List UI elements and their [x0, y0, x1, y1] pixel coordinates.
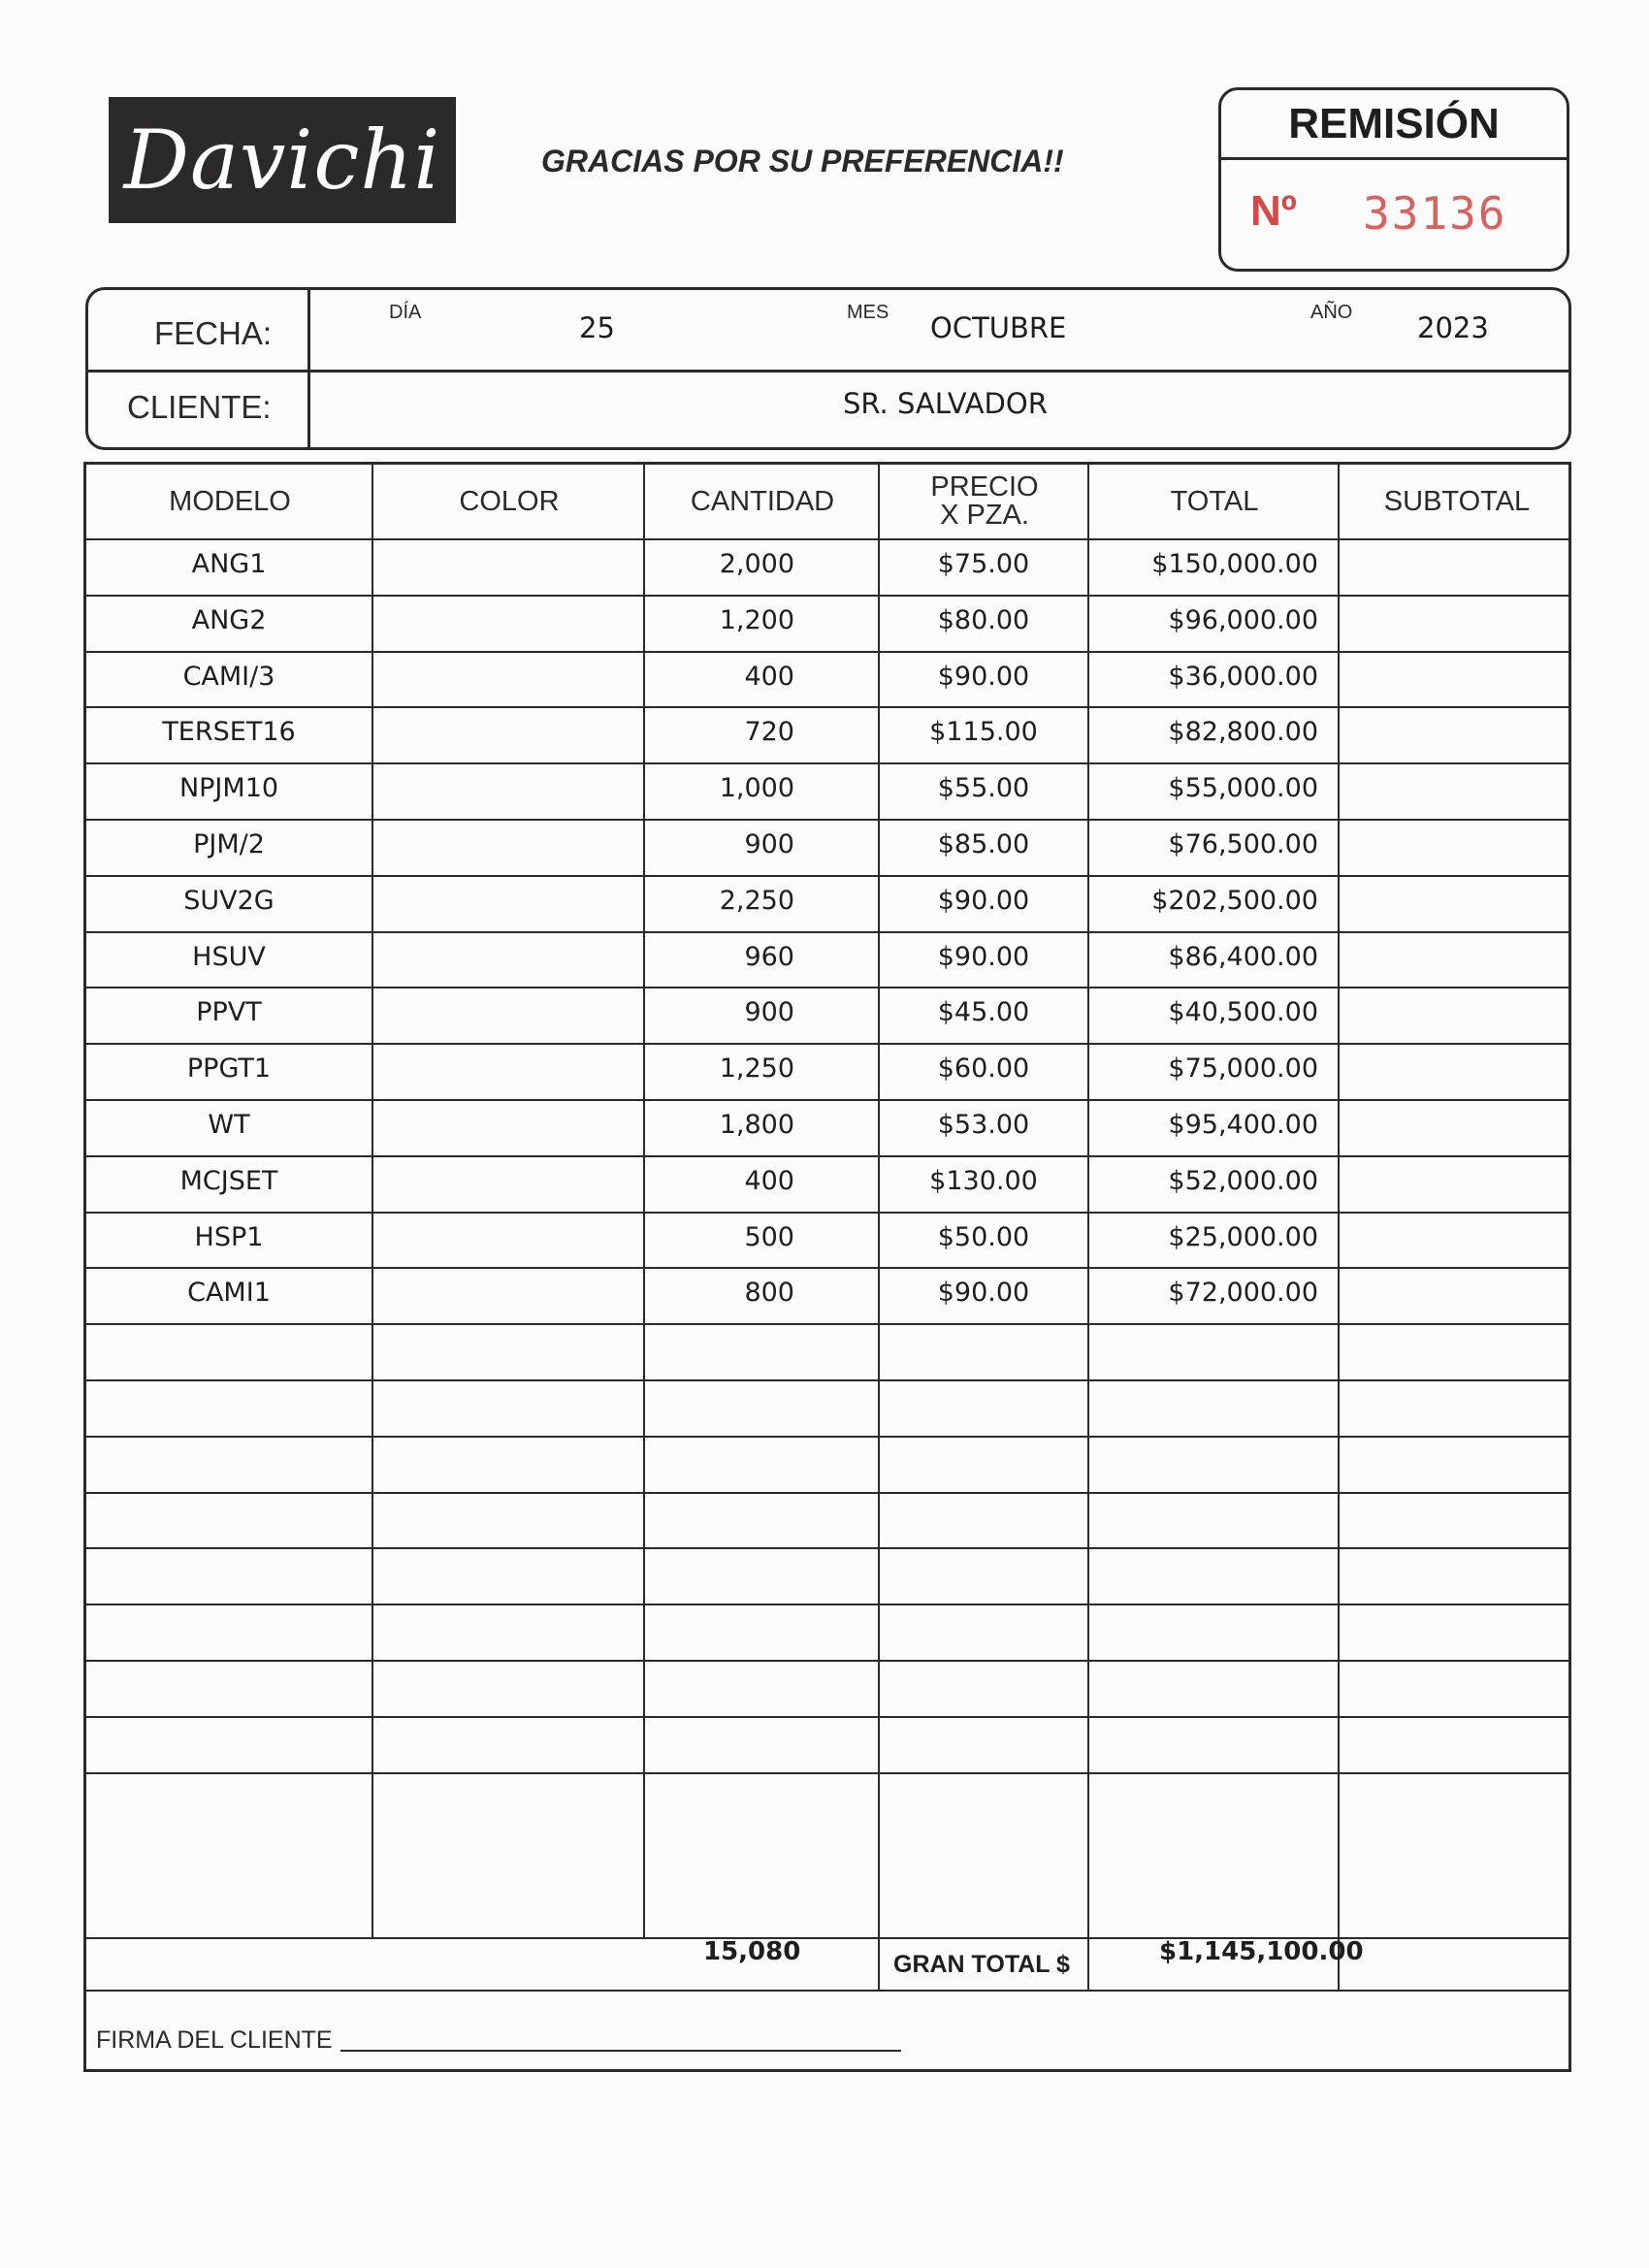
cell-cantidad: 960: [744, 941, 794, 972]
cell-subtotal: [1340, 1097, 1553, 1151]
cell-cantidad: 900: [744, 828, 794, 859]
cell-modelo: WT: [208, 1109, 250, 1140]
cell-modelo: PJM/2: [193, 828, 265, 859]
cantidad-total: 15,080: [703, 1937, 801, 1966]
mes-value: OCTUBRE: [930, 311, 1067, 344]
gran-total-label: GRAN TOTAL $: [893, 1951, 1070, 1978]
cell-cantidad: 1,000: [719, 772, 794, 803]
cell-modelo: ANG2: [191, 604, 267, 635]
header-subtotal: SUBTOTAL: [1383, 485, 1531, 517]
cell-color: [373, 704, 643, 759]
anio-label: AÑO: [1310, 302, 1353, 323]
cell-color: [373, 1265, 643, 1319]
cell-total: $75,000.00: [1168, 1053, 1318, 1084]
slogan: GRACIAS POR SU PREFERENCIA!!: [541, 144, 1064, 178]
cell-subtotal: [1340, 1153, 1553, 1208]
cell-color: [373, 1153, 643, 1208]
header-precio-line2: X PZA.: [940, 500, 1029, 531]
cell-subtotal: [1340, 649, 1553, 703]
cell-total: $52,000.00: [1168, 1165, 1318, 1196]
fecha-label: FECHA:: [154, 315, 273, 351]
cell-precio: $85.00: [937, 828, 1030, 859]
cell-modelo: TERSET16: [162, 716, 296, 747]
cell-subtotal: [1340, 1041, 1553, 1095]
date-client-box: [85, 287, 1571, 450]
cell-precio: $90.00: [937, 661, 1030, 692]
cell-total: $72,000.00: [1168, 1277, 1318, 1308]
cell-cantidad: 400: [744, 661, 794, 692]
brand-logo: [109, 97, 456, 223]
cell-color: [373, 536, 643, 591]
cell-modelo: ANG1: [191, 548, 267, 579]
header-color: COLOR: [459, 485, 560, 517]
cell-color: [373, 1097, 643, 1151]
cell-precio: $130.00: [929, 1165, 1038, 1196]
cell-color: [373, 649, 643, 703]
cell-cantidad: 720: [744, 716, 794, 747]
cell-total: $96,000.00: [1168, 604, 1318, 635]
cell-color: [373, 985, 643, 1039]
cell-precio: $90.00: [937, 1277, 1030, 1308]
cell-cantidad: 900: [744, 996, 794, 1027]
cell-precio: $115.00: [929, 716, 1038, 747]
cell-total: $55,000.00: [1168, 772, 1318, 803]
cell-cantidad: 800: [744, 1277, 794, 1308]
dia-label: DÍA: [389, 302, 422, 323]
header-modelo: MODELO: [169, 485, 291, 517]
cell-cantidad: 2,250: [719, 885, 794, 916]
firma-label: FIRMA DEL CLIENTE: [96, 2026, 333, 2054]
cell-subtotal: [1340, 817, 1553, 871]
cell-subtotal: [1340, 985, 1553, 1039]
remision-title: REMISIÓN: [1221, 90, 1567, 160]
remision-box: [1218, 87, 1569, 272]
signature-line: [340, 2050, 901, 2052]
cell-total: $40,500.00: [1168, 996, 1318, 1027]
cell-subtotal: [1340, 761, 1553, 815]
cell-cantidad: 1,250: [719, 1053, 794, 1084]
anio-value: 2023: [1417, 311, 1489, 344]
cell-cantidad: 500: [744, 1221, 794, 1252]
cell-subtotal: [1340, 704, 1553, 759]
cell-modelo: CAMI1: [187, 1277, 271, 1308]
cell-total: $82,800.00: [1168, 716, 1318, 747]
header-total: TOTAL: [1170, 485, 1259, 517]
cell-color: [373, 761, 643, 815]
cell-precio: $90.00: [937, 885, 1030, 916]
brand-name: Davichi: [123, 113, 441, 208]
header-cantidad: CANTIDAD: [690, 485, 835, 517]
cell-precio: $53.00: [937, 1109, 1030, 1140]
cell-color: [373, 1041, 643, 1095]
cell-precio: $60.00: [937, 1053, 1030, 1084]
cell-subtotal: [1340, 929, 1553, 984]
cliente-label: CLIENTE:: [127, 389, 272, 425]
cell-precio: $80.00: [937, 604, 1030, 635]
cell-modelo: MCJSET: [179, 1165, 278, 1196]
cell-modelo: CAMI/3: [182, 661, 275, 692]
cell-precio: $75.00: [937, 548, 1030, 579]
cell-modelo: PPVT: [196, 996, 262, 1027]
header-precio: [880, 465, 1089, 538]
cell-total: $86,400.00: [1168, 941, 1318, 972]
cell-total: $150,000.00: [1151, 548, 1318, 579]
cell-subtotal: [1340, 593, 1553, 647]
mes-label: MES: [847, 302, 889, 323]
cell-color: [373, 929, 643, 984]
cell-modelo: PPGT1: [186, 1053, 272, 1084]
cell-color: [373, 1210, 643, 1264]
cell-precio: $55.00: [937, 772, 1030, 803]
cell-modelo: NPJM10: [178, 772, 279, 803]
cell-cantidad: 2,000: [719, 548, 794, 579]
remision-number: 33136: [1363, 187, 1507, 240]
cell-subtotal: [1340, 536, 1553, 591]
cell-precio: $50.00: [937, 1221, 1030, 1252]
cell-total: $202,500.00: [1151, 885, 1318, 916]
dia-value: 25: [579, 311, 615, 344]
cell-total: $25,000.00: [1168, 1221, 1318, 1252]
remision-number-label: Nº: [1250, 187, 1297, 235]
header-precio-line1: PRECIO: [930, 471, 1039, 502]
cell-cantidad: 1,800: [719, 1109, 794, 1140]
cell-cantidad: 400: [744, 1165, 794, 1196]
cell-subtotal: [1340, 1265, 1553, 1319]
cell-total: $95,400.00: [1168, 1109, 1318, 1140]
cell-total: $36,000.00: [1168, 661, 1318, 692]
cell-color: [373, 817, 643, 871]
cell-precio: $90.00: [937, 941, 1030, 972]
gran-total-value: $1,145,100.00: [1159, 1937, 1364, 1966]
cell-precio: $45.00: [937, 996, 1030, 1027]
cell-color: [373, 593, 643, 647]
cell-total: $76,500.00: [1168, 828, 1318, 859]
cell-color: [373, 873, 643, 927]
cell-cantidad: 1,200: [719, 604, 794, 635]
items-table: [83, 462, 1571, 2072]
cell-subtotal: [1340, 873, 1553, 927]
cliente-value: SR. SALVADOR: [843, 387, 1048, 420]
cell-modelo: HSP1: [194, 1221, 264, 1252]
cell-modelo: SUV2G: [183, 885, 275, 916]
cell-modelo: HSUV: [192, 941, 266, 972]
cell-subtotal: [1340, 1210, 1553, 1264]
